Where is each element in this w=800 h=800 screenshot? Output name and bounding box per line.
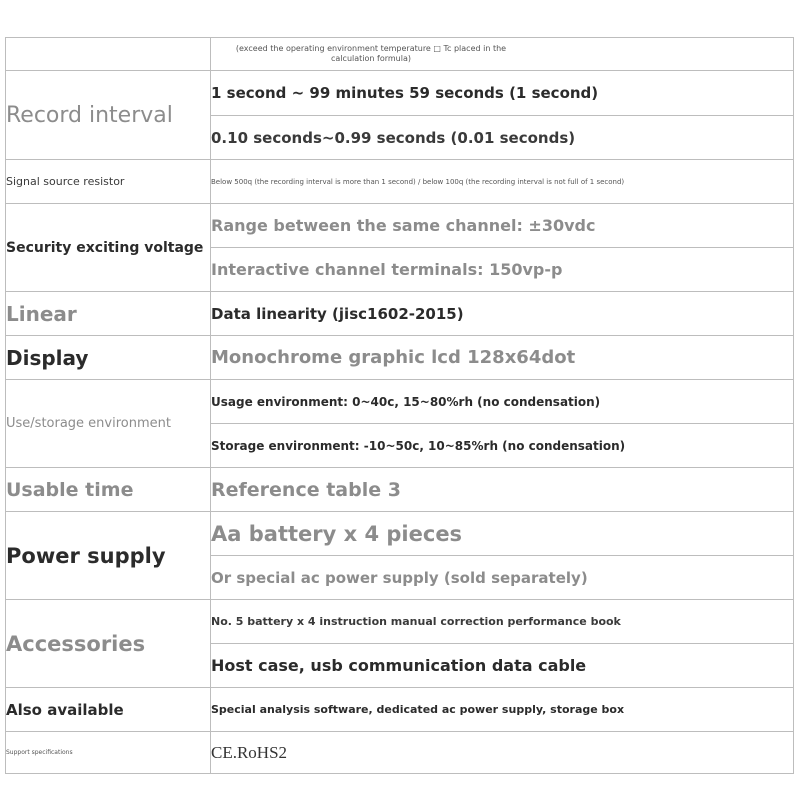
signal-source-label: Signal source resistor xyxy=(6,160,211,204)
security-voltage-value-1: Range between the same channel: ±30vdc xyxy=(211,204,794,248)
table-row xyxy=(6,38,794,71)
accessories-value-2: Host case, usb communication data cable xyxy=(211,644,794,688)
accessories-value-1: No. 5 battery x 4 instruction manual correction performance book xyxy=(211,600,794,644)
table-row xyxy=(6,336,794,380)
security-voltage-label: Security exciting voltage xyxy=(6,204,211,292)
environment-label: Use/storage environment xyxy=(6,380,211,468)
table-row xyxy=(6,732,794,774)
power-supply-label: Power supply xyxy=(6,512,211,600)
accessories-label: Accessories xyxy=(6,600,211,688)
row-value-cell xyxy=(211,38,794,71)
spec-table xyxy=(5,37,794,774)
support-specs-value: CE.RoHS2 xyxy=(211,732,794,774)
row-label-cell xyxy=(6,38,211,71)
record-interval-value-1: 1 second ~ 99 minutes 59 seconds (1 second) xyxy=(211,71,794,116)
also-available-value: Special analysis software, dedicated ac power supply, storage box xyxy=(211,688,794,732)
linear-label: Linear xyxy=(6,292,211,336)
also-available-label: Also available xyxy=(6,688,211,732)
table-row xyxy=(6,688,794,732)
table-row xyxy=(6,380,794,424)
table-row xyxy=(6,512,794,556)
record-interval-value-2: 0.10 seconds~0.99 seconds (0.01 seconds) xyxy=(211,116,794,160)
display-value: Monochrome graphic lcd 128x64dot xyxy=(211,336,794,380)
power-supply-value-2: Or special ac power supply (sold separately) xyxy=(211,556,794,600)
table-row xyxy=(6,468,794,512)
table-row xyxy=(6,600,794,644)
environment-value-1: Usage environment: 0~40c, 15~80%rh (no condensation) xyxy=(211,380,794,424)
support-specs-label: Support specifications xyxy=(6,732,211,774)
power-supply-value-1: Aa battery x 4 pieces xyxy=(211,512,794,556)
environment-value-2: Storage environment: -10~50c, 10~85%rh (no condensation) xyxy=(211,424,794,468)
display-label: Display xyxy=(6,336,211,380)
record-interval-label: Record interval xyxy=(6,71,211,160)
table-row xyxy=(6,160,794,204)
usable-time-value: Reference table 3 xyxy=(211,468,794,512)
temperature-note: (exceed the operating environment temperature □ Tc placed in the calculation formula) xyxy=(235,44,507,63)
usable-time-label: Usable time xyxy=(6,468,211,512)
security-voltage-value-2: Interactive channel terminals: 150vp-p xyxy=(211,248,794,292)
table-row xyxy=(6,204,794,248)
table-row xyxy=(6,71,794,116)
table-row xyxy=(6,292,794,336)
linear-value: Data linearity (jisc1602-2015) xyxy=(211,292,794,336)
signal-source-value: Below 500q (the recording interval is more than 1 second) / below 100q (the recording interval is not full of 1 second) xyxy=(211,160,794,204)
